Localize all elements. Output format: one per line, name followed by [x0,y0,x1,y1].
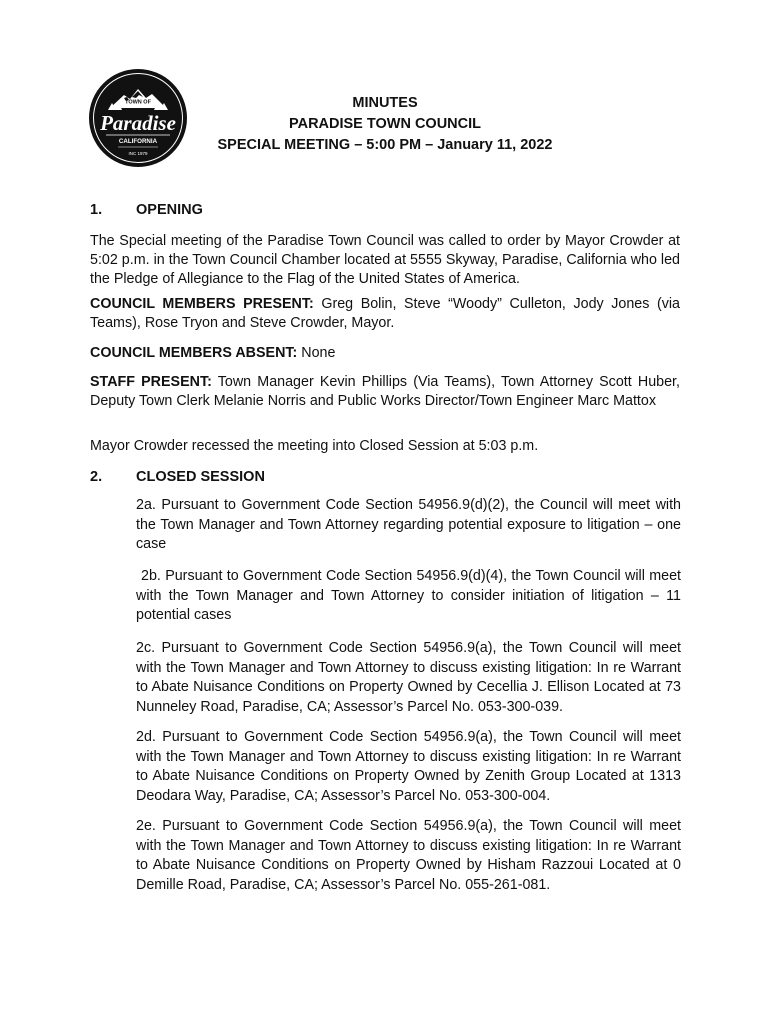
closed-session-item-2d: 2d. Pursuant to Government Code Section 54956.9(a), the Town Council will meet with the Town Manager and Town Attorney to discuss existing litigation: In re Warrant to Abate Nuisance Conditions on Property Owned by Zenith Group Located at 1313 Deodara Way, Paradise, CA; Assessor’s Parcel No. 053-300-004. [136,729,681,804]
council-absent-paragraph [90,344,680,363]
logo-state: CALIFORNIA [118,138,158,145]
logo-town-of: TOWN OF [125,99,151,106]
section-2-title: CLOSED SESSION [136,469,265,485]
section-1-title: OPENING [136,202,203,218]
council-absent-label: COUNCIL MEMBERS ABSENT: [90,345,298,361]
section-1-number: 1. [90,202,103,218]
town-seal-logo [88,68,188,168]
header-body: PARADISE TOWN COUNCIL [289,116,481,132]
document-header [200,93,570,156]
header-title: MINUTES [352,95,418,111]
closed-session-item-2e: 2e. Pursuant to Government Code Section 54956.9(a), the Town Council will meet with the Town Manager and Town Attorney to discuss existing litigation: In re Warrant to Abate Nuisance Conditions on Property Owned by Hisham Razzoui Located at 0 Demille Road, Paradise, CA; Assessor’s Parcel No. 055-261-081. [136,818,681,893]
closed-session-item-2b: 2b. Pursuant to Government Code Section 54956.9(d)(4), the Town Council will meet with the Town Manager and Town Attorney to consider initiation of litigation – 11 potential cases [136,568,681,623]
section-2-number: 2. [90,469,103,485]
closed-session-item-2a: 2a. Pursuant to Government Code Section 54956.9(d)(2), the Council will meet with the Town Manager and Town Attorney regarding potential exposure to litigation – one case [136,497,681,552]
council-present-label: COUNCIL MEMBERS PRESENT: [90,296,314,312]
council-absent-text: None [297,345,336,361]
staff-present-text: Town Manager Kevin Phillips (Via Teams), Town Attorney Scott Huber, Deputy Town Clerk Melanie Norris and Public Works Director/Town Engineer Marc Mattox [90,374,680,409]
logo-inc: INC 1979 [128,151,148,156]
recess-paragraph: Mayor Crowder recessed the meeting into Closed Session at 5:03 p.m. [90,438,539,454]
staff-present-paragraph [90,373,680,411]
opening-paragraph: The Special meeting of the Paradise Town Council was called to order by Mayor Crowder at 5:02 p.m. in the Town Council Chamber located at 5555 Skyway, Paradise, California who led the Pledge of Allegiance to the Flag of the United States of America. [90,233,680,287]
council-present-paragraph [90,295,680,333]
header-meeting: SPECIAL MEETING – 5:00 PM – January 11, 2022 [217,137,553,153]
logo-name: Paradise [100,111,176,135]
staff-present-label: STAFF PRESENT: [90,374,212,390]
council-present-text: Greg Bolin, Steve “Woody” Culleton, Jody Jones (via Teams), Rose Tryon and Steve Crowder, Mayor. [90,296,680,331]
closed-session-item-2c: 2c. Pursuant to Government Code Section 54956.9(a), the Town Council will meet with the Town Manager and Town Attorney to discuss existing litigation: In re Warrant to Abate Nuisance Conditions on Property Owned by Cecellia J. Ellison Located at 73 Nunneley Road, Paradise, CA; Assessor’s Parcel No. 053-300-039. [136,640,681,715]
